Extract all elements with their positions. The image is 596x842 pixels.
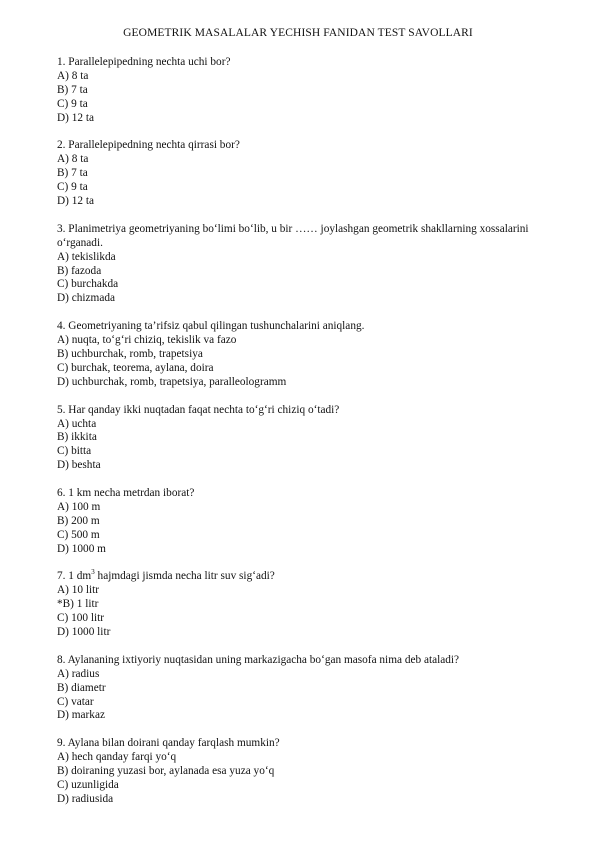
answer-option: A) nuqta, to‘g‘ri chiziq, tekislik va fazo — [57, 334, 237, 347]
answer-option: D) 12 ta — [57, 195, 95, 208]
answer-option: B) uchburchak, romb, trapetsiya — [57, 347, 203, 360]
answer-option-marked: *B) 1 litr — [57, 598, 99, 611]
answer-option: A) radius — [57, 667, 100, 680]
answer-option: D) beshta — [57, 459, 101, 472]
answer-option: C) vatar — [57, 695, 94, 708]
answer-option: A) 8 ta — [57, 153, 89, 166]
answer-option: D) radiusida — [57, 792, 114, 805]
question-8 — [57, 654, 547, 724]
question-text-start: 7. 1 dm — [57, 570, 92, 583]
answer-option: B) doiraning yuzasi bor, aylanada esa yuza yo‘q — [57, 765, 275, 778]
document-title: GEOMETRIK MASALALAR YECHISH FANIDAN TEST SAVOLLARI — [123, 27, 473, 39]
question-2 — [57, 139, 547, 209]
answer-option: A) 10 litr — [57, 584, 100, 597]
answer-option: B) 7 ta — [57, 167, 88, 180]
question-text: 2. Parallelepipedning nechta qirrasi bor? — [57, 139, 240, 152]
answer-option: C) bitta — [57, 445, 92, 458]
answer-option: D) 12 ta — [57, 111, 95, 124]
answer-option: B) 7 ta — [57, 83, 88, 96]
question-text-end: hajmdagi jismda necha litr suv sig‘adi? — [94, 570, 275, 583]
answer-option: C) 9 ta — [57, 97, 88, 110]
question-text: 5. Har qanday ikki nuqtadan faqat nechta to‘g‘ri chiziq o‘tadi? — [57, 403, 340, 416]
answer-option: A) uchta — [57, 417, 97, 430]
answer-option: C) burchak, teorema, aylana, doira — [57, 361, 214, 374]
question-text: 3. Planimetriya geometriyaning bo‘limi bo‘lib, u bir …… joylashgan geometrik shakllarning xossalarini o‘rganadi. — [57, 222, 529, 249]
question-4 — [57, 320, 547, 390]
answer-option: C) 9 ta — [57, 181, 88, 194]
question-text: 1. Parallelepipedning nechta uchi bor? — [57, 56, 231, 68]
answer-option: D) uchburchak, romb, trapetsiya, paralleologramm — [57, 375, 287, 388]
answer-option: A) tekislikda — [57, 250, 116, 263]
answer-option: A) hech qanday farqi yo‘q — [57, 751, 177, 764]
question-text: 4. Geometriyaning ta’rifsiz qabul qilingan tushunchalarini aniqlang. — [57, 320, 365, 333]
question-text: 6. 1 km necha metrdan iborat? — [57, 487, 195, 500]
question-list — [57, 56, 547, 821]
answer-option: D) 1000 litr — [57, 626, 111, 639]
answer-option: C) burchakda — [57, 278, 119, 291]
question-9 — [57, 737, 547, 807]
question-text — [57, 570, 547, 584]
answer-option: A) 8 ta — [57, 69, 89, 82]
question-text: 9. Aylana bilan doirani qanday farqlash mumkin? — [57, 737, 280, 750]
superscript-exponent: 3 — [91, 568, 95, 577]
answer-option: C) 500 m — [57, 528, 100, 541]
answer-option: C) uzunligida — [57, 779, 119, 791]
answer-option: B) diametr — [57, 681, 106, 694]
question-3 — [57, 223, 547, 306]
answer-option: D) markaz — [57, 709, 105, 722]
question-5 — [57, 404, 547, 474]
answer-option: D) chizmada — [57, 292, 116, 305]
answer-option: D) 1000 m — [57, 542, 106, 555]
question-7 — [57, 570, 547, 640]
answer-option: B) ikkita — [57, 431, 97, 444]
answer-option: B) fazoda — [57, 264, 102, 277]
question-6 — [57, 487, 547, 557]
answer-option: C) 100 litr — [57, 612, 105, 625]
question-text: 8. Aylananing ixtiyoriy nuqtasidan uning markazigacha bo‘gan masofa nima deb ataladi? — [57, 653, 460, 666]
answer-option: A) 100 m — [57, 500, 101, 513]
answer-option: B) 200 m — [57, 514, 100, 527]
question-1 — [57, 56, 547, 126]
